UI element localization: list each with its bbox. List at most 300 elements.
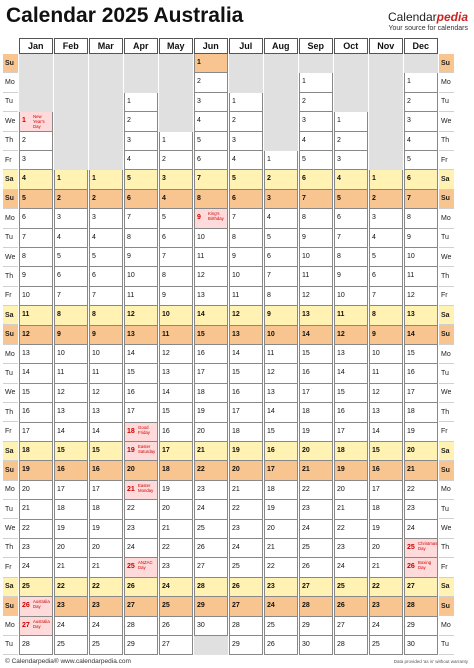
day-cell[interactable] <box>124 558 158 577</box>
day-cell[interactable] <box>19 481 53 500</box>
day-cell[interactable] <box>159 539 193 558</box>
day-cell[interactable] <box>229 345 263 364</box>
day-cell[interactable] <box>334 151 368 170</box>
day-cell[interactable] <box>229 170 263 189</box>
day-cell[interactable] <box>54 403 88 422</box>
day-cell[interactable] <box>124 578 158 597</box>
day-cell[interactable] <box>334 636 368 655</box>
day-cell[interactable] <box>369 190 403 209</box>
day-cell[interactable] <box>369 209 403 228</box>
day-cell[interactable] <box>124 617 158 636</box>
day-cell[interactable] <box>299 423 333 442</box>
day-cell[interactable] <box>19 636 53 655</box>
day-cell[interactable] <box>124 481 158 500</box>
day-cell[interactable] <box>404 326 438 345</box>
day-cell[interactable] <box>19 597 53 616</box>
day-cell[interactable] <box>404 151 438 170</box>
day-cell[interactable] <box>299 73 333 92</box>
day-cell[interactable] <box>404 209 438 228</box>
day-cell[interactable] <box>89 345 123 364</box>
day-cell[interactable] <box>369 306 403 325</box>
day-cell[interactable] <box>404 617 438 636</box>
day-cell[interactable] <box>194 578 228 597</box>
day-cell[interactable] <box>124 345 158 364</box>
day-cell[interactable] <box>404 558 438 577</box>
day-cell[interactable] <box>334 481 368 500</box>
day-cell[interactable] <box>54 578 88 597</box>
day-cell[interactable] <box>159 267 193 286</box>
day-cell[interactable] <box>89 558 123 577</box>
day-cell[interactable] <box>54 636 88 655</box>
day-cell[interactable] <box>19 248 53 267</box>
day-cell[interactable] <box>54 500 88 519</box>
day-cell[interactable] <box>404 267 438 286</box>
day-cell[interactable] <box>369 423 403 442</box>
day-cell[interactable] <box>89 267 123 286</box>
day-cell[interactable] <box>124 170 158 189</box>
day-cell[interactable] <box>334 364 368 383</box>
day-cell[interactable] <box>159 384 193 403</box>
day-cell[interactable] <box>19 190 53 209</box>
day-cell[interactable] <box>264 345 298 364</box>
day-cell[interactable] <box>19 423 53 442</box>
day-cell[interactable] <box>124 190 158 209</box>
day-cell[interactable] <box>264 403 298 422</box>
day-cell[interactable] <box>54 306 88 325</box>
day-cell[interactable] <box>89 500 123 519</box>
day-cell[interactable] <box>404 481 438 500</box>
day-cell[interactable] <box>404 578 438 597</box>
day-cell[interactable] <box>229 267 263 286</box>
day-cell[interactable] <box>54 617 88 636</box>
day-cell[interactable] <box>299 384 333 403</box>
day-cell[interactable] <box>299 326 333 345</box>
day-cell[interactable] <box>299 364 333 383</box>
day-cell[interactable] <box>334 132 368 151</box>
day-cell[interactable] <box>124 248 158 267</box>
day-cell[interactable] <box>194 442 228 461</box>
day-cell[interactable] <box>404 500 438 519</box>
day-cell[interactable] <box>19 558 53 577</box>
day-cell[interactable] <box>54 539 88 558</box>
day-cell[interactable] <box>264 306 298 325</box>
day-cell[interactable] <box>369 539 403 558</box>
day-cell[interactable] <box>264 617 298 636</box>
day-cell[interactable] <box>124 423 158 442</box>
day-cell[interactable] <box>264 442 298 461</box>
day-cell[interactable] <box>89 423 123 442</box>
day-cell[interactable] <box>54 384 88 403</box>
day-cell[interactable] <box>334 287 368 306</box>
day-cell[interactable] <box>334 267 368 286</box>
day-cell[interactable] <box>299 617 333 636</box>
day-cell[interactable] <box>159 481 193 500</box>
day-cell[interactable] <box>404 423 438 442</box>
day-cell[interactable] <box>19 539 53 558</box>
day-cell[interactable] <box>194 287 228 306</box>
day-cell[interactable] <box>229 617 263 636</box>
day-cell[interactable] <box>124 132 158 151</box>
day-cell[interactable] <box>194 481 228 500</box>
day-cell[interactable] <box>299 597 333 616</box>
day-cell[interactable] <box>89 170 123 189</box>
day-cell[interactable] <box>264 364 298 383</box>
day-cell[interactable] <box>229 287 263 306</box>
footer-copyright[interactable]: © Calendarpedia® www.calendarpedia.com <box>5 658 131 665</box>
day-cell[interactable] <box>54 558 88 577</box>
day-cell[interactable] <box>159 170 193 189</box>
day-cell[interactable] <box>19 384 53 403</box>
day-cell[interactable] <box>159 190 193 209</box>
day-cell[interactable] <box>369 326 403 345</box>
day-cell[interactable] <box>19 345 53 364</box>
day-cell[interactable] <box>404 248 438 267</box>
day-cell[interactable] <box>334 209 368 228</box>
day-cell[interactable] <box>229 500 263 519</box>
day-cell[interactable] <box>124 209 158 228</box>
day-cell[interactable] <box>194 190 228 209</box>
day-cell[interactable] <box>54 345 88 364</box>
day-cell[interactable] <box>89 520 123 539</box>
day-cell[interactable] <box>369 229 403 248</box>
day-cell[interactable] <box>89 209 123 228</box>
day-cell[interactable] <box>334 248 368 267</box>
day-cell[interactable] <box>299 481 333 500</box>
day-cell[interactable] <box>124 461 158 480</box>
day-cell[interactable] <box>54 481 88 500</box>
day-cell[interactable] <box>229 326 263 345</box>
day-cell[interactable] <box>334 112 368 131</box>
day-cell[interactable] <box>194 93 228 112</box>
day-cell[interactable] <box>404 636 438 655</box>
day-cell[interactable] <box>229 209 263 228</box>
day-cell[interactable] <box>194 229 228 248</box>
day-cell[interactable] <box>369 597 403 616</box>
day-cell[interactable] <box>124 442 158 461</box>
day-cell[interactable] <box>124 539 158 558</box>
day-cell[interactable] <box>229 481 263 500</box>
day-cell[interactable] <box>264 190 298 209</box>
day-cell[interactable] <box>54 520 88 539</box>
day-cell[interactable] <box>229 558 263 577</box>
day-cell[interactable] <box>264 151 298 170</box>
day-cell[interactable] <box>194 364 228 383</box>
day-cell[interactable] <box>299 190 333 209</box>
day-cell[interactable] <box>229 93 263 112</box>
day-cell[interactable] <box>89 636 123 655</box>
day-cell[interactable] <box>264 520 298 539</box>
day-cell[interactable] <box>194 326 228 345</box>
day-cell[interactable] <box>194 170 228 189</box>
day-cell[interactable] <box>194 248 228 267</box>
day-cell[interactable] <box>124 636 158 655</box>
day-cell[interactable] <box>19 132 53 151</box>
day-cell[interactable] <box>54 326 88 345</box>
day-cell[interactable] <box>19 520 53 539</box>
day-cell[interactable] <box>299 112 333 131</box>
day-cell[interactable] <box>264 500 298 519</box>
day-cell[interactable] <box>19 151 53 170</box>
day-cell[interactable] <box>124 326 158 345</box>
day-cell[interactable] <box>159 287 193 306</box>
day-cell[interactable] <box>54 461 88 480</box>
day-cell[interactable] <box>299 209 333 228</box>
day-cell[interactable] <box>194 112 228 131</box>
day-cell[interactable] <box>369 403 403 422</box>
day-cell[interactable] <box>299 132 333 151</box>
day-cell[interactable] <box>299 267 333 286</box>
day-cell[interactable] <box>194 384 228 403</box>
day-cell[interactable] <box>229 151 263 170</box>
day-cell[interactable] <box>404 384 438 403</box>
day-cell[interactable] <box>299 306 333 325</box>
day-cell[interactable] <box>299 170 333 189</box>
day-cell[interactable] <box>54 267 88 286</box>
day-cell[interactable] <box>124 384 158 403</box>
day-cell[interactable] <box>264 597 298 616</box>
day-cell[interactable] <box>404 461 438 480</box>
day-cell[interactable] <box>159 345 193 364</box>
day-cell[interactable] <box>89 597 123 616</box>
day-cell[interactable] <box>334 384 368 403</box>
day-cell[interactable] <box>264 326 298 345</box>
day-cell[interactable] <box>404 597 438 616</box>
day-cell[interactable] <box>404 345 438 364</box>
day-cell[interactable] <box>334 539 368 558</box>
day-cell[interactable] <box>229 112 263 131</box>
day-cell[interactable] <box>124 306 158 325</box>
day-cell[interactable] <box>229 520 263 539</box>
day-cell[interactable] <box>124 151 158 170</box>
day-cell[interactable] <box>229 403 263 422</box>
day-cell[interactable] <box>19 364 53 383</box>
day-cell[interactable] <box>194 539 228 558</box>
day-cell[interactable] <box>124 597 158 616</box>
day-cell[interactable] <box>404 287 438 306</box>
day-cell[interactable] <box>19 403 53 422</box>
day-cell[interactable] <box>194 558 228 577</box>
day-cell[interactable] <box>194 597 228 616</box>
day-cell[interactable] <box>369 345 403 364</box>
day-cell[interactable] <box>54 287 88 306</box>
day-cell[interactable] <box>89 287 123 306</box>
day-cell[interactable] <box>54 597 88 616</box>
day-cell[interactable] <box>89 442 123 461</box>
day-cell[interactable] <box>264 248 298 267</box>
day-cell[interactable] <box>264 384 298 403</box>
day-cell[interactable] <box>89 364 123 383</box>
day-cell[interactable] <box>194 306 228 325</box>
day-cell[interactable] <box>159 636 193 655</box>
day-cell[interactable] <box>19 617 53 636</box>
day-cell[interactable] <box>334 403 368 422</box>
day-cell[interactable] <box>334 617 368 636</box>
day-cell[interactable] <box>159 597 193 616</box>
day-cell[interactable] <box>89 229 123 248</box>
day-cell[interactable] <box>19 267 53 286</box>
day-cell[interactable] <box>404 306 438 325</box>
day-cell[interactable] <box>89 384 123 403</box>
day-cell[interactable] <box>194 345 228 364</box>
day-cell[interactable] <box>404 229 438 248</box>
day-cell[interactable] <box>159 229 193 248</box>
day-cell[interactable] <box>264 287 298 306</box>
day-cell[interactable] <box>299 636 333 655</box>
day-cell[interactable] <box>54 190 88 209</box>
day-cell[interactable] <box>299 151 333 170</box>
day-cell[interactable] <box>299 442 333 461</box>
day-cell[interactable] <box>89 617 123 636</box>
day-cell[interactable] <box>299 345 333 364</box>
day-cell[interactable] <box>299 558 333 577</box>
day-cell[interactable] <box>334 578 368 597</box>
day-cell[interactable] <box>54 170 88 189</box>
day-cell[interactable] <box>194 500 228 519</box>
day-cell[interactable] <box>159 248 193 267</box>
day-cell[interactable] <box>264 170 298 189</box>
day-cell[interactable] <box>404 93 438 112</box>
day-cell[interactable] <box>229 442 263 461</box>
day-cell[interactable] <box>369 267 403 286</box>
day-cell[interactable] <box>124 267 158 286</box>
day-cell[interactable] <box>229 132 263 151</box>
day-cell[interactable] <box>299 520 333 539</box>
day-cell[interactable] <box>334 190 368 209</box>
day-cell[interactable] <box>264 229 298 248</box>
day-cell[interactable] <box>89 578 123 597</box>
day-cell[interactable] <box>124 287 158 306</box>
day-cell[interactable] <box>159 442 193 461</box>
day-cell[interactable] <box>54 423 88 442</box>
day-cell[interactable] <box>264 636 298 655</box>
day-cell[interactable] <box>194 132 228 151</box>
day-cell[interactable] <box>404 520 438 539</box>
day-cell[interactable] <box>369 364 403 383</box>
day-cell[interactable] <box>264 539 298 558</box>
day-cell[interactable] <box>194 209 228 228</box>
day-cell[interactable] <box>404 190 438 209</box>
day-cell[interactable] <box>334 500 368 519</box>
day-cell[interactable] <box>159 558 193 577</box>
day-cell[interactable] <box>229 229 263 248</box>
day-cell[interactable] <box>194 73 228 92</box>
day-cell[interactable] <box>404 112 438 131</box>
day-cell[interactable] <box>124 364 158 383</box>
day-cell[interactable] <box>229 384 263 403</box>
day-cell[interactable] <box>334 306 368 325</box>
day-cell[interactable] <box>19 209 53 228</box>
day-cell[interactable] <box>299 500 333 519</box>
day-cell[interactable] <box>229 190 263 209</box>
day-cell[interactable] <box>404 73 438 92</box>
day-cell[interactable] <box>229 248 263 267</box>
day-cell[interactable] <box>334 597 368 616</box>
day-cell[interactable] <box>194 267 228 286</box>
day-cell[interactable] <box>229 306 263 325</box>
day-cell[interactable] <box>299 287 333 306</box>
day-cell[interactable] <box>194 520 228 539</box>
day-cell[interactable] <box>159 578 193 597</box>
day-cell[interactable] <box>159 326 193 345</box>
day-cell[interactable] <box>19 287 53 306</box>
day-cell[interactable] <box>264 481 298 500</box>
day-cell[interactable] <box>19 578 53 597</box>
day-cell[interactable] <box>264 209 298 228</box>
day-cell[interactable] <box>54 229 88 248</box>
day-cell[interactable] <box>19 229 53 248</box>
day-cell[interactable] <box>229 461 263 480</box>
brand-logo[interactable] <box>388 10 468 32</box>
day-cell[interactable] <box>194 403 228 422</box>
day-cell[interactable] <box>229 364 263 383</box>
day-cell[interactable] <box>299 539 333 558</box>
day-cell[interactable] <box>334 558 368 577</box>
day-cell[interactable] <box>334 520 368 539</box>
day-cell[interactable] <box>334 345 368 364</box>
day-cell[interactable] <box>89 481 123 500</box>
day-cell[interactable] <box>124 229 158 248</box>
day-cell[interactable] <box>299 461 333 480</box>
day-cell[interactable] <box>124 403 158 422</box>
day-cell[interactable] <box>334 326 368 345</box>
day-cell[interactable] <box>404 132 438 151</box>
day-cell[interactable] <box>404 539 438 558</box>
day-cell[interactable] <box>89 461 123 480</box>
day-cell[interactable] <box>334 442 368 461</box>
day-cell[interactable] <box>369 500 403 519</box>
day-cell[interactable] <box>19 306 53 325</box>
day-cell[interactable] <box>229 636 263 655</box>
day-cell[interactable] <box>299 93 333 112</box>
day-cell[interactable] <box>299 229 333 248</box>
day-cell[interactable] <box>159 209 193 228</box>
day-cell[interactable] <box>369 248 403 267</box>
day-cell[interactable] <box>334 170 368 189</box>
day-cell[interactable] <box>229 597 263 616</box>
day-cell[interactable] <box>369 617 403 636</box>
day-cell[interactable] <box>19 461 53 480</box>
day-cell[interactable] <box>124 500 158 519</box>
day-cell[interactable] <box>19 442 53 461</box>
day-cell[interactable] <box>159 500 193 519</box>
day-cell[interactable] <box>299 578 333 597</box>
day-cell[interactable] <box>369 558 403 577</box>
day-cell[interactable] <box>404 403 438 422</box>
day-cell[interactable] <box>54 248 88 267</box>
day-cell[interactable] <box>369 287 403 306</box>
day-cell[interactable] <box>159 617 193 636</box>
day-cell[interactable] <box>124 93 158 112</box>
day-cell[interactable] <box>299 248 333 267</box>
day-cell[interactable] <box>19 326 53 345</box>
day-cell[interactable] <box>264 423 298 442</box>
day-cell[interactable] <box>264 461 298 480</box>
day-cell[interactable] <box>89 248 123 267</box>
day-cell[interactable] <box>89 190 123 209</box>
day-cell[interactable] <box>229 539 263 558</box>
day-cell[interactable] <box>19 170 53 189</box>
day-cell[interactable] <box>89 326 123 345</box>
day-cell[interactable] <box>159 132 193 151</box>
day-cell[interactable] <box>194 423 228 442</box>
day-cell[interactable] <box>369 636 403 655</box>
day-cell[interactable] <box>89 403 123 422</box>
day-cell[interactable] <box>404 170 438 189</box>
day-cell[interactable] <box>369 461 403 480</box>
day-cell[interactable] <box>89 306 123 325</box>
day-cell[interactable] <box>159 461 193 480</box>
day-cell[interactable] <box>194 54 228 73</box>
